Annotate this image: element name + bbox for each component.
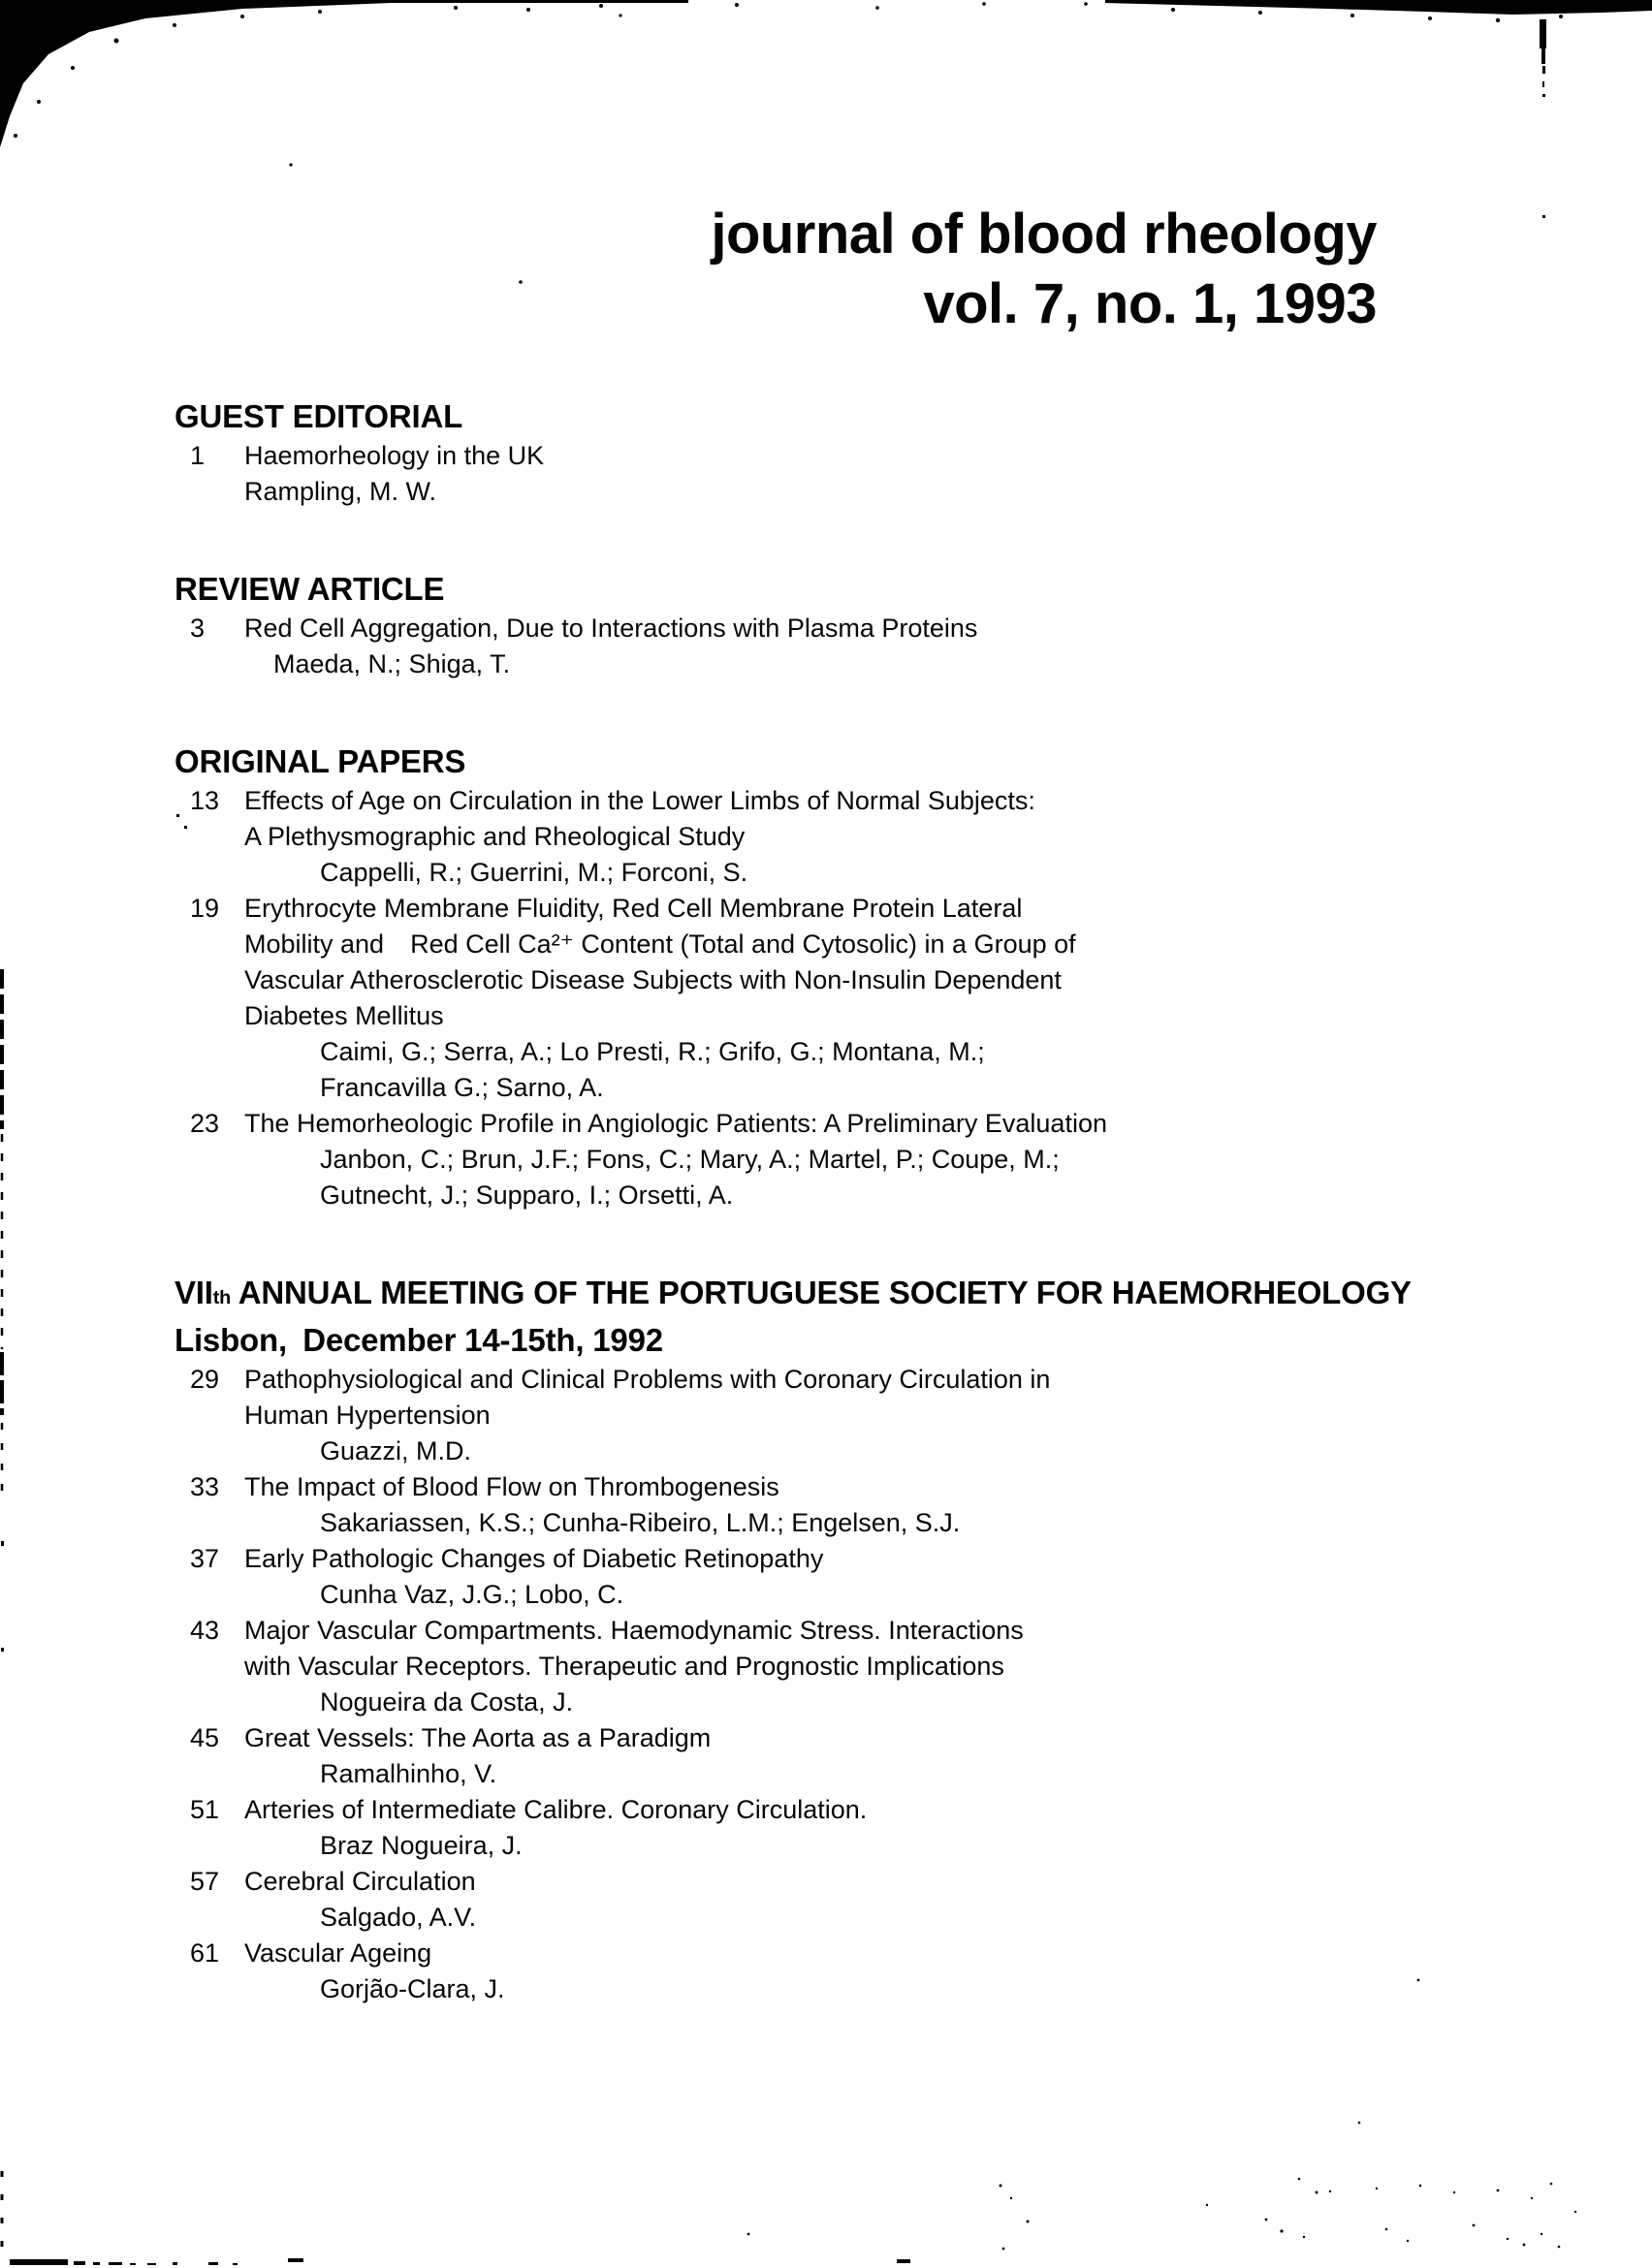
toc-section	[175, 395, 1551, 510]
article-title-line: The Impact of Blood Flow on Thrombogenesis	[244, 1472, 779, 1501]
article-title-line: Early Pathologic Changes of Diabetic Retinopathy	[244, 1544, 824, 1573]
heading-text: ANNUAL MEETING OF THE PORTUGUESE SOCIETY FOR HAEMORHEOLOGY	[231, 1275, 1412, 1310]
article-authors-line: Ramalhinho, V.	[320, 1759, 497, 1788]
toc-item	[190, 611, 1551, 682]
article-authors-line: Gorjão-Clara, J.	[320, 1974, 505, 2003]
page-number: 19	[190, 894, 220, 923]
heading-text: VII	[175, 1275, 213, 1310]
heading-text: Lisbon, December 14-15th, 1992	[175, 1322, 663, 1358]
page-number: 1	[190, 441, 206, 470]
toc-item-body	[244, 611, 1551, 682]
heading-text: GUEST EDITORIAL	[175, 398, 463, 434]
journal-title: journal of blood rheology	[711, 203, 1377, 266]
toc-item-body	[244, 1541, 1551, 1613]
article-title-line: Great Vessels: The Aorta as a Paradigm	[244, 1723, 712, 1752]
article-title-line: Erythrocyte Membrane Fluidity, Red Cell Membrane Protein Lateral	[244, 894, 1023, 923]
toc-item-body	[244, 1469, 1551, 1541]
article-authors-line: Maeda, N.; Shiga, T.	[273, 649, 511, 678]
toc-section	[175, 1272, 1551, 2007]
article-title-line: Pathophysiological and Clinical Problems with Coronary Circulation in	[244, 1365, 1051, 1394]
article-title-line: Haemorheology in the UK	[244, 441, 545, 470]
article-title-line: Vascular Atherosclerotic Disease Subjects with Non-Insulin Dependent	[244, 965, 1062, 994]
article-authors-line: Salgado, A.V.	[320, 1903, 477, 1932]
section-heading	[175, 1272, 1551, 1319]
heading-text: REVIEW ARTICLE	[175, 571, 445, 607]
article-title-line: Effects of Age on Circulation in the Lower Limbs of Normal Subjects:	[244, 786, 1035, 815]
article-authors-line: Janbon, C.; Brun, J.F.; Fons, C.; Mary, A.; Martel, P.; Coupe, M.;	[320, 1145, 1060, 1174]
journal-volume-issue: vol. 7, no. 1, 1993	[923, 272, 1377, 335]
page-number: 45	[190, 1723, 220, 1752]
toc-item	[190, 438, 1551, 510]
scan-artifact-right-tick	[1540, 19, 1546, 218]
article-authors-line: Braz Nogueira, J.	[320, 1831, 523, 1860]
toc-item-body	[244, 783, 1551, 891]
toc-item	[190, 1362, 1551, 1469]
article-authors-line: Guazzi, M.D.	[320, 1436, 472, 1465]
heading-ordinal-suffix: th	[212, 1287, 232, 1308]
toc-item	[190, 1792, 1551, 1864]
article-title-line: Vascular Ageing	[244, 1938, 432, 1968]
article-authors-line: Cappelli, R.; Guerrini, M.; Forconi, S.	[320, 858, 748, 887]
heading-text: ORIGINAL PAPERS	[175, 743, 466, 779]
article-title-line: Red Cell Aggregation, Due to Interactions with Plasma Proteins	[244, 614, 978, 643]
toc-item-body	[244, 1106, 1551, 1213]
toc-section	[175, 740, 1551, 1213]
toc-item	[190, 783, 1551, 891]
toc-item-body	[244, 1362, 1551, 1469]
toc-item	[190, 1106, 1551, 1213]
toc-sections	[175, 395, 1551, 2065]
article-authors-line: Cunha Vaz, J.G.; Lobo, C.	[320, 1580, 624, 1609]
article-title-line: Cerebral Circulation	[244, 1867, 476, 1896]
page-number: 61	[190, 1938, 220, 1968]
article-title-line: A Plethysmographic and Rheological Study	[244, 822, 746, 851]
toc-item	[190, 1613, 1551, 1720]
scan-artifact-top-right-band	[1084, 0, 1652, 22]
article-authors-line: Rampling, M. W.	[244, 477, 437, 506]
article-title-line: Arteries of Intermediate Calibre. Coronary Circulation.	[244, 1795, 868, 1824]
toc-item	[190, 1936, 1551, 2007]
article-title-line: Diabetes Mellitus	[244, 1001, 444, 1030]
article-authors-line: Caimi, G.; Serra, A.; Lo Presti, R.; Grifo, G.; Montana, M.;	[320, 1037, 985, 1066]
toc-section	[175, 568, 1551, 682]
article-authors-line: Francavilla G.; Sarno, A.	[320, 1073, 604, 1102]
page-number: 23	[190, 1109, 220, 1138]
page-number: 29	[190, 1365, 220, 1394]
article-title-line: Mobility and Red Cell Ca²⁺ Content (Total and Cytosolic) in a Group of	[244, 929, 1076, 959]
toc-item-body	[244, 891, 1551, 1106]
toc-item	[190, 1469, 1551, 1541]
section-heading	[175, 568, 1551, 611]
toc-item	[190, 1720, 1551, 1792]
section-heading	[175, 395, 1551, 438]
page-number: 3	[190, 614, 206, 643]
toc-item-body	[244, 1864, 1551, 1936]
section-heading	[175, 740, 1551, 783]
page-number: 33	[190, 1472, 220, 1501]
toc-item	[190, 891, 1551, 1106]
scan-artifact-bottom-line	[10, 2258, 910, 2265]
page-number: 13	[190, 786, 220, 815]
toc-item-body	[244, 1936, 1551, 2007]
toc-item	[190, 1541, 1551, 1613]
article-title-line: Human Hypertension	[244, 1401, 491, 1430]
toc-item-body	[244, 1720, 1551, 1792]
toc-item-body	[244, 438, 1551, 510]
article-authors-line: Gutnecht, J.; Supparo, I.; Orsetti, A.	[320, 1181, 734, 1210]
article-authors-line: Sakariassen, K.S.; Cunha-Ribeiro, L.M.; Engelsen, S.J.	[320, 1508, 961, 1537]
toc-item-body	[244, 1792, 1551, 1864]
article-title-line: The Hemorheologic Profile in Angiologic Patients: A Preliminary Evaluation	[244, 1109, 1107, 1138]
article-authors-line: Nogueira da Costa, J.	[320, 1687, 574, 1717]
section-heading	[175, 1319, 1551, 1362]
page-number: 51	[190, 1795, 220, 1824]
article-title-line: Major Vascular Compartments. Haemodynamic Stress. Interactions	[244, 1616, 1024, 1645]
article-title-line: with Vascular Receptors. Therapeutic and Prognostic Implications	[244, 1652, 1004, 1681]
page-number: 57	[190, 1867, 220, 1896]
scan-artifact-left-edge-dashes	[1, 814, 187, 2258]
toc-item	[190, 1864, 1551, 1936]
page-number: 43	[190, 1616, 220, 1645]
page-number: 37	[190, 1544, 220, 1573]
toc-item-body	[244, 1613, 1551, 1720]
journal-masthead	[175, 200, 1377, 339]
